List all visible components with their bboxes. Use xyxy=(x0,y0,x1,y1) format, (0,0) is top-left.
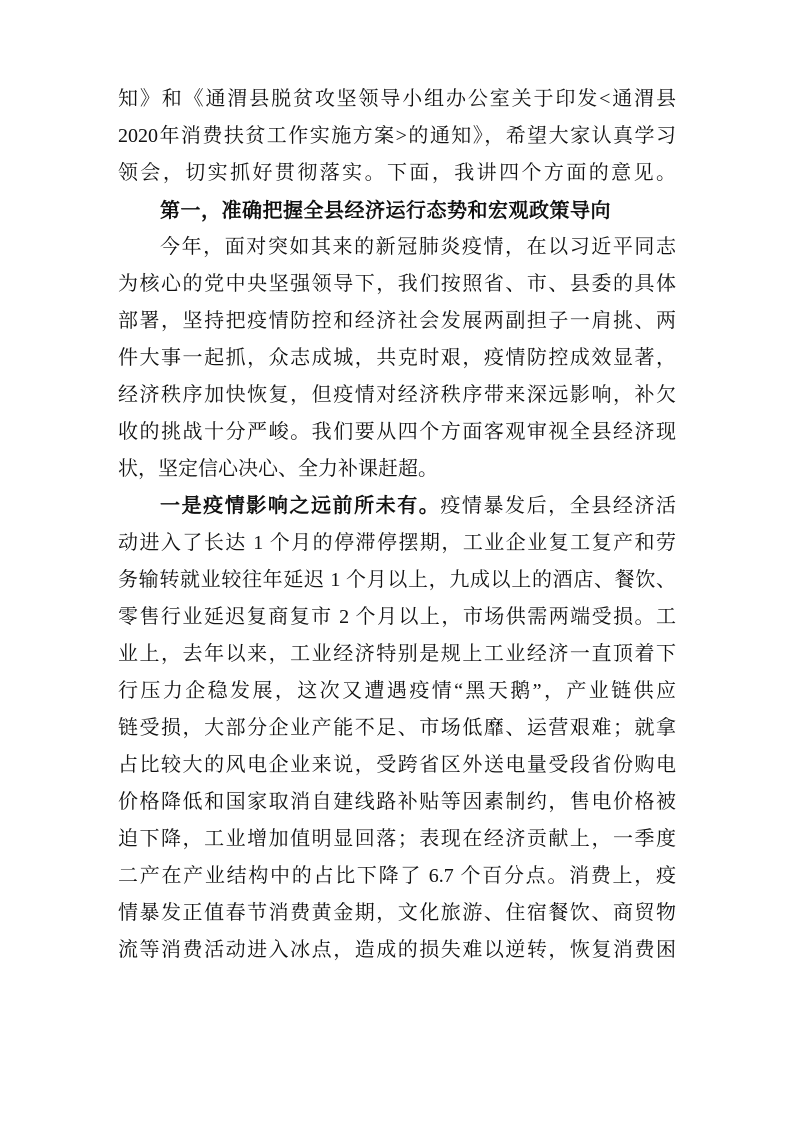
text-line: 务输转就业较往年延迟 1 个月以上，九成以上的酒店、餐饮、 xyxy=(118,569,676,591)
text-line: 为核心的党中央坚强领导下，我们按照省、市、县委的具体 xyxy=(118,273,676,295)
text-line: 件大事一起抓，众志成城，共克时艰，疫情防控成效显著， xyxy=(118,347,676,369)
text-line: 状，坚定信心决心、全力补课赶超。 xyxy=(118,458,438,480)
text-line: 知》和《通渭县脱贫攻坚领导小组办公室关于印发<通渭县 xyxy=(118,88,676,110)
text-line: 领会，切实抓好贯彻落实。下面，我讲四个方面的意见。 xyxy=(118,162,676,184)
paragraph-lead: 一是疫情影响之远前所未有。 xyxy=(160,495,441,517)
text-line: 价格降低和国家取消自建线路补贴等因素制约，售电价格被 xyxy=(118,791,676,813)
text-line: 收的挑战十分严峻。我们要从四个方面客观审视全县经济现 xyxy=(118,421,676,443)
text-line: 迫下降，工业增加值明显回落；表现在经济贡献上，一季度 xyxy=(118,828,676,850)
text-line: 部署，坚持把疫情防控和经济社会发展两副担子一肩挑、两 xyxy=(118,310,676,332)
text-line: 占比较大的风电企业来说，受跨省区外送电量受段省份购电 xyxy=(118,754,676,776)
text-line: 二产在产业结构中的占比下降了 6.7 个百分点。消费上，疫 xyxy=(118,865,676,887)
text-line: 链受损，大部分企业产能不足、市场低靡、运营艰难；就拿 xyxy=(118,717,676,739)
text-line: 经济秩序加快恢复，但疫情对经济秩序带来深远影响，补欠 xyxy=(118,384,676,406)
text-line: 情暴发正值春节消费黄金期，文化旅游、住宿餐饮、商贸物 xyxy=(118,902,676,924)
text-line: 动进入了长达 1 个月的停滞停摆期，工业企业复工复产和劳 xyxy=(118,532,676,554)
text-line: 行压力企稳发展，这次又遭遇疫情“黑天鹅”，产业链供应 xyxy=(118,680,676,702)
text-line: 业上，去年以来，工业经济特别是规上工业经济一直顶着下 xyxy=(118,643,676,665)
section-heading: 第一，准确把握全县经济运行态势和宏观政策导向 xyxy=(160,198,611,222)
text-line: 零售行业延迟复商复市 2 个月以上，市场供需两端受损。工 xyxy=(118,606,676,628)
text-line: 今年，面对突如其来的新冠肺炎疫情，在以习近平同志 xyxy=(160,236,676,258)
text-line: 流等消费活动进入冰点，造成的损失难以逆转，恢复消费困 xyxy=(118,939,676,961)
text-line xyxy=(160,493,676,519)
text-span: 疫情暴发后，全县经济活 xyxy=(440,495,677,517)
text-line: 2020年消费扶贫工作实施方案>的通知》，希望大家认真学习 xyxy=(118,125,676,147)
